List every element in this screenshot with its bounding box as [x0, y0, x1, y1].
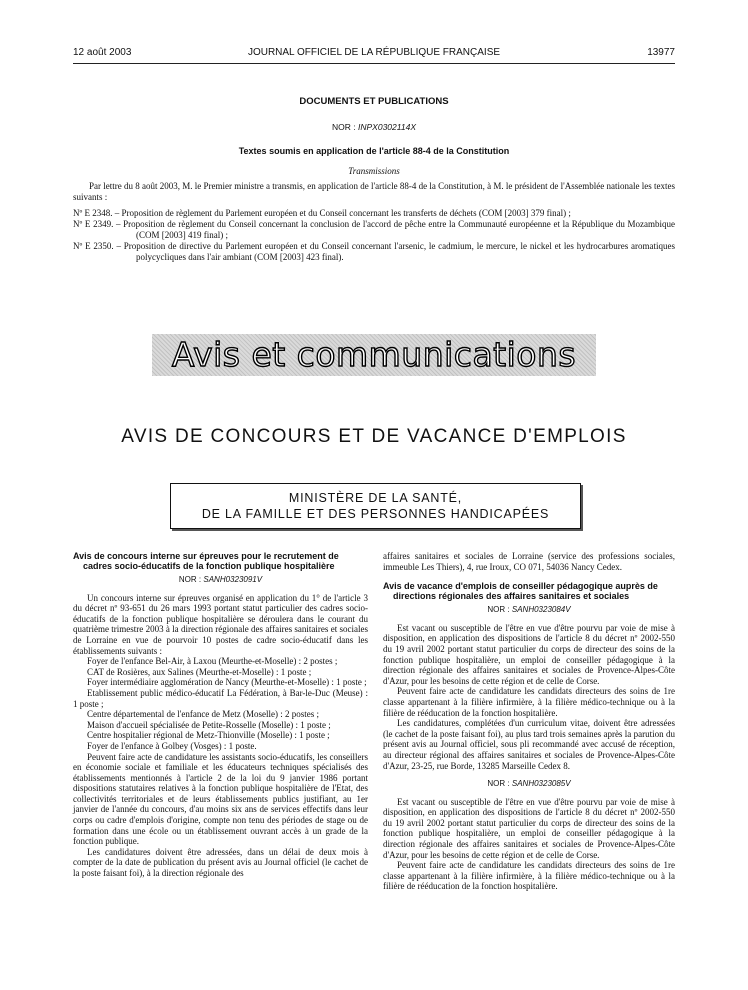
journal-title: JOURNAL OFFICIEL DE LA RÉPUBLIQUE FRANÇAISE [247, 47, 501, 58]
notice-paragraph: Les candidatures, complétées d'un curriculum vitae, doivent être adressées (le cachet de la poste faisant foi), au plus tard trois semaines après la parution du présent avis au Journal officiel, sous pli recommandé avec accusé de réception, au directeur régional des affaires sanitaires et sociales de Provence-Alpes-Côte d'Azur, 23-25, rue Borde, 13285 Marseille Cedex 8. [383, 718, 675, 771]
nor-label: NOR : [487, 779, 510, 789]
establishment-item: Foyer de l'enfance à Golbey (Vosges) : 1 poste. [87, 740, 257, 751]
section-title: DOCUMENTS ET PUBLICATIONS [299, 96, 449, 107]
main-title: AVIS DE CONCOURS ET DE VACANCE D'EMPLOIS [121, 426, 627, 447]
list-item: Nº E 2348. – Proposition de règlement du Parlement européen et du Conseil concernant les transferts de déchets (COM [2003] 379 final) ; [73, 208, 571, 218]
establishment-item: Centre départemental de l'enfance de Metz (Moselle) : 2 postes ; [87, 709, 320, 720]
section-nor [73, 122, 675, 132]
establishment-item: Foyer de l'enfance Bel-Air, à Laxou (Meurthe-et-Moselle) : 2 postes ; [87, 656, 338, 667]
list-item: Nº E 2350. – Proposition de directive du Parlement européen et du Conseil concernant l'arsenic, le cadmium, le mercure, le nickel et les hydrocarbures aromatiques polycycliques dans l'air ambiant (COM [2003] 423 final). [73, 241, 675, 262]
ministry-line-2: DE LA FAMILLE ET DES PERSONNES HANDICAPÉES [201, 507, 550, 521]
establishment-item: Etablissement public médico-éducatif La Fédération, à Bar-le-Duc (Meuse) : 1 poste ; [73, 687, 368, 709]
establishment-item: Centre hospitalier régional de Metz-Thionville (Moselle) : 1 poste ; [87, 730, 330, 741]
section-intro: Par lettre du 8 août 2003, M. le Premier ministre a transmis, en application de l'article 88-4 de la Constitution, à M. le président de l'Assemblée nationale les textes suivants : [73, 181, 675, 202]
notice-paragraph: affaires sanitaires et sociales de Lorraine (service des professions sociales, immeuble Les Thiers), 4, rue Iroux, CO 071, 54036 Nancy Cedex. [383, 551, 675, 572]
header-rule [73, 63, 675, 64]
notice-paragraph: Est vacant ou susceptible de l'être en vue d'être pourvu par voie de mise à disposition, en application des dispositions de l'article 8 du décret nº 2002-550 du 19 avril 2002 portant statut particulier du corps de directeur des soins de la fonction publique hospitalière, un emploi de conseiller pédagogique à la direction régionale des affaires sanitaires et sociales de Provence-Alpes-Côte d'Azur, pour les besoins de cette région et de celle de Corse. [383, 796, 675, 860]
notice-heading: Avis de vacance d'emplois de conseiller pédagogique auprès de directions régionales des affaires sanitaires et sociales [383, 581, 658, 602]
nor-label: NOR : [332, 122, 356, 132]
establishment-item: Maison d'accueil spécialisée de Petite-Rosselle (Moselle) : 1 poste ; [87, 719, 331, 730]
notice-paragraph: Les candidatures doivent être adressées, dans un délai de deux mois à compter de la date de publication du présent avis au Journal officiel (le cachet de la poste faisant foi), à la direction régionale des [73, 846, 368, 879]
notice-heading: Avis de concours interne sur épreuves pour le recrutement de cadres socio-éducatifs de la fonction publique hospitalière [73, 551, 339, 571]
ministry-line-1: MINISTÈRE DE LA SANTÉ, [288, 491, 463, 505]
notice-paragraph: Peuvent faire acte de candidature les candidats directeurs des soins de 1re classe appartenant à la filière infirmière, à la filière médico-technique ou à la filière de rééducation de la fonction hospitalière. [383, 860, 675, 892]
establishment-item: CAT de Rosières, aux Salines (Meurthe-et-Moselle) : 1 poste ; [87, 666, 312, 677]
right-column [383, 551, 675, 892]
notice-nor [383, 779, 675, 790]
left-column [73, 551, 368, 879]
issue-date: 12 août 2003 [73, 47, 132, 58]
notice-nor [73, 575, 368, 586]
notice-nor [383, 605, 675, 616]
section-rubric: Transmissions [348, 166, 400, 176]
nor-code: SANH0323084V [511, 605, 571, 615]
nor-code: SANH0323085V [511, 779, 571, 789]
nor-label: NOR : [178, 575, 202, 584]
section-banner [152, 334, 596, 376]
list-item: Nº E 2349. – Proposition de règlement du Conseil concernant la conclusion de l'accord de pêche entre la Communauté européenne et la République du Mozambique (COM [2003] 419 final) ; [73, 219, 675, 240]
page-header [73, 47, 675, 61]
nor-code: INPX0302114X [358, 122, 416, 132]
banner-title: Avis et communications [171, 335, 577, 374]
page-number: 13977 [647, 47, 675, 58]
section-subtitle: Textes soumis en application de l'article 88-4 de la Constitution [238, 146, 510, 156]
establishment-item: Foyer intermédiaire agglomération de Nancy (Meurthe-et-Moselle) : 1 poste ; [87, 677, 367, 688]
nor-code: SANH0323091V [203, 575, 263, 584]
notice-paragraph: Peuvent faire acte de candidature les assistants socio-éducatifs, les conseillers en économie sociale et familiale et les éducateurs techniques spécialisés des établissements mentionnés à l'article 2 de la loi du 9 janvier 1986 portant dispositions statutaires relatives à la fonction publique hospitalière de l'Etat, des collectivités territoriales et de leurs établissements publics justifiant, au 1er janvier de l'année du concours, d'au moins six ans de services effectifs dans leur corps ou cadre d'emplois d'origine, compte non tenu des périodes de stage ou de formation dans une école ou un établissement ouvrant accès à un grade de la fonction publique. [73, 751, 368, 847]
nor-label: NOR : [487, 605, 510, 615]
notice-paragraph: Un concours interne sur épreuves organisé en application du 1° de l'article 3 du décret nº 93-651 du 26 mars 1993 portant statut particulier des cadres socio-éducatifs de la fonction publique hospitalière se déroulera dans le courant du quatrième trimestre 2003 à la direction régionale des affaires sanitaires et sociales de Lorraine en vue de pourvoir 10 postes de cadre socio-éducatif dans les établissements suivants : [73, 592, 368, 656]
ministry-box [170, 483, 581, 529]
notice-paragraph: Peuvent faire acte de candidature les candidats directeurs des soins de 1re classe appartenant à la filière infirmière, à la filière médico-technique ou à la filière de rééducation de la fonction hospitalière. [383, 686, 675, 718]
notice-paragraph: Est vacant ou susceptible de l'être en vue d'être pourvu par voie de mise à disposition, en application des dispositions de l'article 8 du décret nº 2002-550 du 19 avril 2002 portant statut particulier du corps de directeur des soins de la fonction publique hospitalière, un emploi de conseiller pédagogique à la direction régionale des affaires sanitaires et sociales de Provence-Alpes-Côte d'Azur, pour les besoins de cette région et de celle de Corse. [383, 622, 675, 686]
